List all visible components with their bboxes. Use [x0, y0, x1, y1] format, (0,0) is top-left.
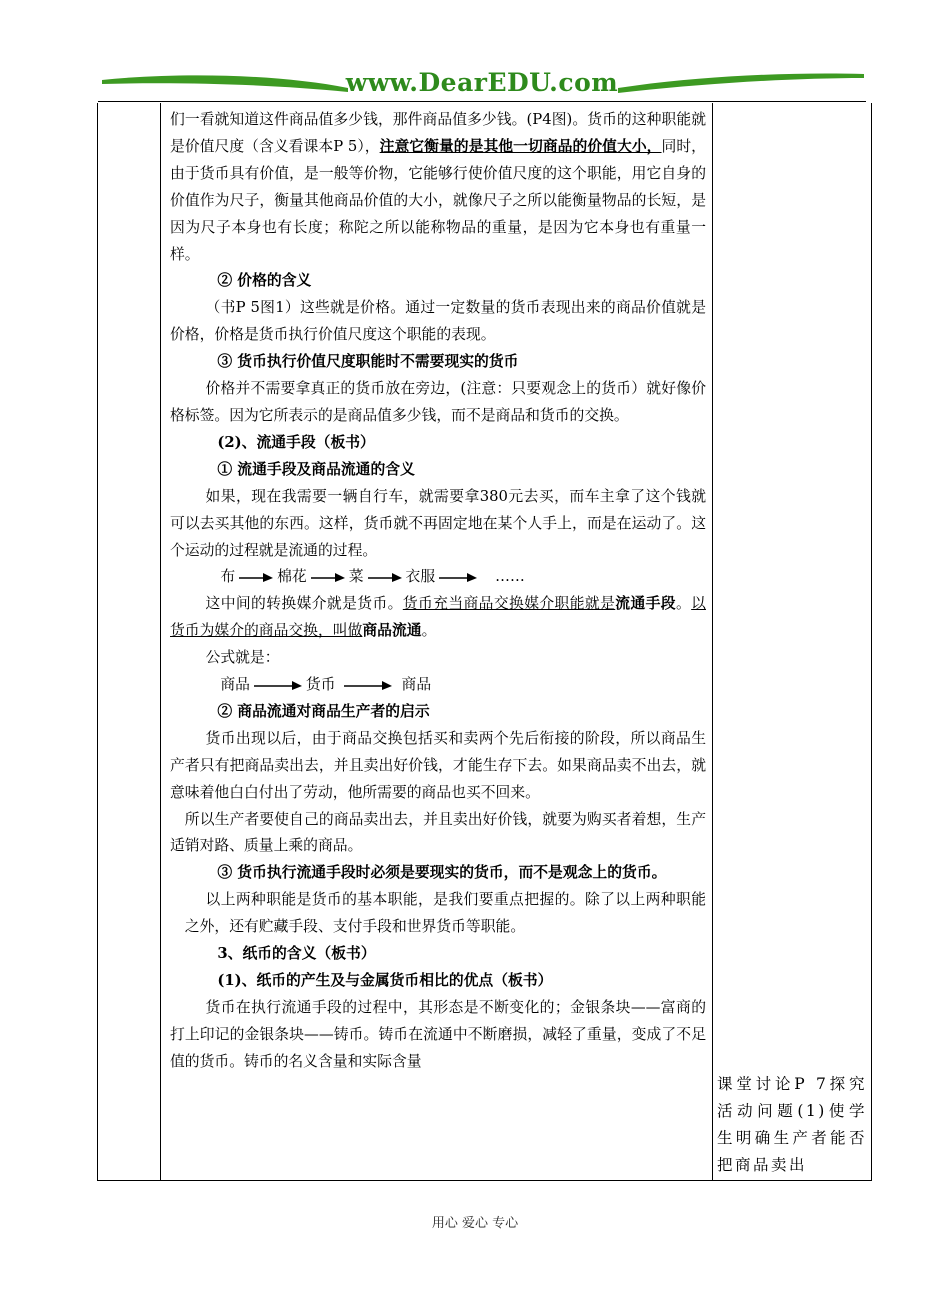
formula-item: 商品: [220, 676, 250, 694]
paragraph-inspiration-1: 货币出现以后，由于商品交换包括买和卖两个先后衔接的阶段，所以商品生产者只有把商品卖出去，并且卖出好价钱，才能生存下去。如果商品卖不出去，就意味着他白白付出了劳动，他所需要的商品也买不回来。: [170, 729, 706, 801]
flow-item: ……: [495, 568, 525, 586]
formula-item: 商品: [401, 676, 432, 694]
lesson-table: [97, 103, 872, 1181]
heading-real-money: ③ 货币执行流通手段时必须是要现实的货币，而不是观念上的货币。: [217, 864, 667, 882]
heading-circulation-meaning: ① 流通手段及商品流通的含义: [217, 460, 415, 478]
site-header-banner: [98, 66, 866, 102]
paragraph-ideal-money: 价格并不需要拿真正的货币放在旁边，(注意：只要观念上的货币）就好像价格标签。因为它所表示的是商品值多少钱，而不是商品和货币的交换。: [170, 380, 706, 424]
arrow-right-icon: [344, 680, 392, 690]
paragraph-price: （书P 5图1）这些就是价格。通过一定数量的货币表现出来的商品价值就是价格，价格是货币执行价值尺度这个职能的表现。: [170, 299, 706, 344]
heading-circulation: (2)、流通手段（板书）: [217, 433, 375, 451]
formula-flow: [170, 672, 706, 699]
paragraph-value-measure: 们一看就知道这件商品值多少钱，那件商品值多少钱。(P4图)。货币的这种职能就是价值尺度（含义看课本P 5），注意它衡量的是其他一切商品的价值大小，同时，由于货币具有价值，是一般等价物，它能够行使价值尺度的这个职能，用它自身的价值作为尺子，衡量其他商品价值的大小，就像尺子之所以能衡量物品的长短，是因为尺子本身也有长度；称陀之所以能称物品的重量，是因为它本身也有重量一样。: [170, 111, 706, 263]
heading-inspiration: ② 商品流通对商品生产者的启示: [217, 702, 430, 720]
site-logo-text[interactable]: www.DearEDU.com: [345, 68, 619, 97]
arrow-right-icon: [368, 572, 402, 582]
flow-item: 菜: [348, 568, 364, 586]
flow-item: 棉花: [277, 568, 307, 586]
heading-paper-money-origin: (1)、纸币的产生及与金属货币相比的优点（板书）: [217, 972, 553, 989]
table-divider-left: [160, 103, 161, 1180]
heading-price: ② 价格的含义: [217, 272, 312, 290]
heading-ideal-money: ③ 货币执行价值尺度职能时不需要现实的货币: [217, 353, 519, 371]
header-rule: [98, 101, 866, 102]
arrow-right-icon: [311, 572, 345, 582]
main-content-column: [170, 107, 706, 1076]
table-divider-right: [712, 103, 713, 1180]
side-note: 课堂讨论P 7探究活动问题(1)使学生明确生产者能否把商品卖出: [717, 1075, 867, 1174]
paragraph-circulation-medium: 这中间的转换媒介就是货币。货币充当商品交换媒介职能就是流通手段。以货币为媒介的商品交换，叫做商品流通。: [170, 595, 706, 640]
flow-item: 布: [220, 568, 236, 586]
paragraph-inspiration-2: 所以生产者要使自己的商品卖出去，并且卖出好价钱，就要为购买者着想，生产适销对路、质量上乘的商品。: [170, 810, 706, 855]
exchange-flow: [170, 564, 706, 591]
arrow-right-icon: [439, 572, 477, 582]
page-footer: 用心 爱心 专心: [431, 1216, 519, 1231]
paragraph-paper-money: 货币在执行流通手段的过程中，其形态是不断变化的；金银条块——富商的打上印记的金银条块——铸币。铸币在流通中不断磨损，减轻了重量，变成了不足值的货币。铸币的名义含量和实际含量: [170, 998, 706, 1070]
paragraph-circulation: 如果，现在我需要一辆自行车，就需要拿380元去买，而车主拿了这个钱就可以去买其他的东西。这样，货币就不再固定地在某个人手上，而是在运动了。这个运动的过程就是流通的过程。: [170, 487, 706, 559]
flow-item: 衣服: [405, 568, 436, 586]
formula-label: 公式就是：: [205, 649, 280, 667]
paragraph-basic-functions: 以上两种职能是货币的基本职能，是我们要重点把握的。除了以上两种职能之外，还有贮藏手段、支付手段和世界货币等职能。: [184, 891, 706, 936]
formula-item: 货币: [305, 676, 336, 694]
arrow-right-icon: [254, 680, 302, 690]
heading-paper-money: 3、纸币的含义（板书）: [217, 945, 376, 963]
arrow-right-icon: [239, 572, 273, 582]
